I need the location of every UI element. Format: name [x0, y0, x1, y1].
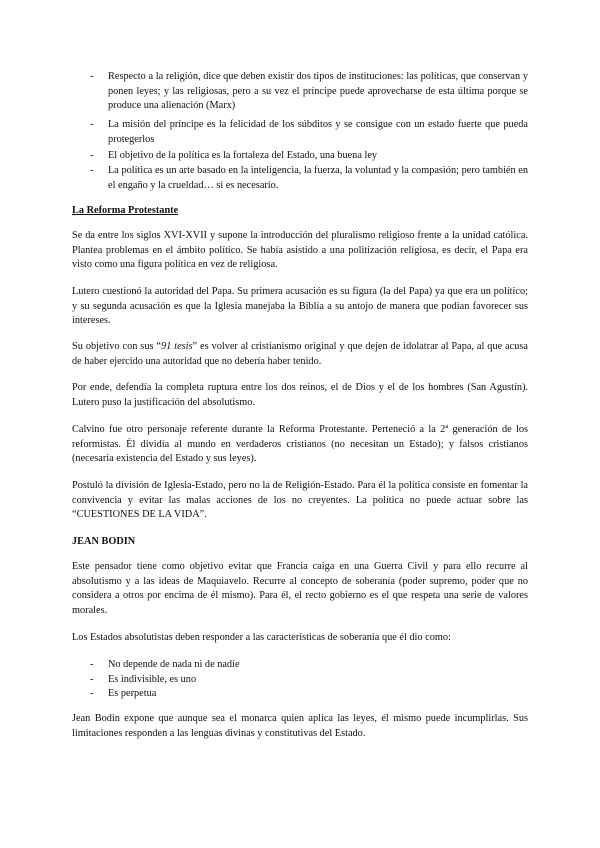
- list-item-text: La política es un arte basado en la inteligencia, la fuerza, la voluntad y la compasión; pero también en el engaño y la crueldad… si es necesario.: [108, 165, 528, 191]
- list-item-text: La misión del príncipe es la felicidad de los súbditos y se consigue con un estado fuerte que pueda protegerlos: [108, 119, 528, 145]
- bullet-dash: -: [90, 674, 94, 685]
- section-heading: La Reforma Protestante: [72, 205, 179, 216]
- paragraph: [72, 340, 528, 369]
- bullet-dash: -: [90, 150, 94, 161]
- paragraph-text: Su objetivo con sus “: [72, 341, 161, 352]
- bullet-dash: -: [90, 119, 94, 130]
- paragraph: Por ende, defendía la completa ruptura entre los dos reinos, el de Dios y el de los hombres (San Agustín). Lutero puso la justificación del absolutismo.: [72, 382, 528, 408]
- list-item-text: Respecto a la religión, dice que deben existir dos tipos de instituciones: las políticas, que conservan y ponen leyes; y las religiosas, pero a su vez el príncipe puede aprovecharse de esta última porque se produce una alienación (Marx): [108, 71, 528, 112]
- list-item: [90, 70, 528, 114]
- list-item-text: No depende de nada ni de nadie: [108, 659, 240, 670]
- list-item-text: El objetivo de la política es la fortaleza del Estado, una buena ley: [108, 150, 378, 161]
- section-heading: JEAN BODIN: [72, 536, 136, 547]
- list-item: [90, 687, 528, 702]
- paragraph-text: ” es volver al cristianismo original y que dejen de idolatrar al Papa, al que acusa de haber ejercido una autoridad que no debería haber tenido.: [72, 341, 528, 367]
- paragraph: Calvino fue otro personaje referente durante la Reforma Protestante. Perteneció a la 2ª generación de los reformistas. Él dividía al mundo en verdaderos cristianos (no necesitan un Estado); y falsos cristianos (necesaria existencia del Estado y sus leyes).: [72, 424, 528, 465]
- paragraph: Postuló la división de Iglesia-Estado, pero no la de Religión-Estado. Para él la política consiste en fomentar la convivencia y evitar las malas acciones de los no creyentes. La política no puede actuar sobre las “CUESTIONES DE LA VIDA”.: [72, 480, 528, 521]
- emphasis-text: 91 tesis: [160, 341, 193, 352]
- list-item: [90, 673, 528, 688]
- list-item: [90, 164, 528, 193]
- paragraph: Los Estados absolutistas deben responder a las características de soberanía que él dio como:: [72, 632, 451, 643]
- list-item-text: Es perpetua: [108, 688, 157, 699]
- list-item-text: Es indivisible, es uno: [108, 674, 197, 685]
- bullet-dash: -: [90, 659, 94, 670]
- bullet-dash: -: [90, 688, 94, 699]
- list-item: [90, 658, 528, 673]
- paragraph: Lutero cuestionó la autoridad del Papa. Su primera acusación es su figura (la del Papa) ya que era un político; y su segunda acusación es que la Iglesia manejaba la Biblia a su antojo de manera que podían favorecer sus intereses.: [72, 286, 528, 327]
- list-item: [90, 149, 528, 164]
- list-item: [90, 118, 528, 147]
- paragraph: Jean Bodin expone que aunque sea el monarca quien aplica las leyes, él mismo puede incumplirlas. Sus limitaciones responden a las lenguas divinas y constitutivas del Estado.: [72, 713, 528, 739]
- bullet-dash: -: [90, 71, 94, 82]
- paragraph: Se da entre los siglos XVI-XVII y supone la introducción del pluralismo religioso frente a la unidad católica. Plantea problemas en el ámbito político. Se había asistido a una politización religiosa, es decir, el Papa era visto como una figura política en vez de religiosa.: [72, 230, 528, 271]
- bullet-dash: -: [90, 165, 94, 176]
- paragraph: Este pensador tiene como objetivo evitar que Francia caiga en una Guerra Civil y para ello recurre al absolutismo y a las ideas de Maquiavelo. Recurre al concepto de soberanía (poder supremo, poder que no considera a otros por encima de él mismo). Para él, el recto gobierno es el que respeta una serie de valores morales.: [72, 561, 528, 616]
